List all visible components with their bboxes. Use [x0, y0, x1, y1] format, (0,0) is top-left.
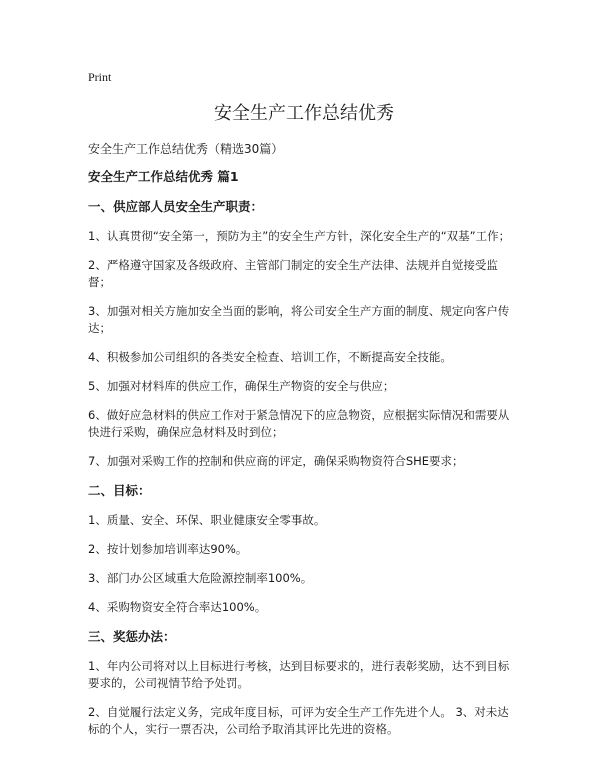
list-item: 4、采购物资安全符合率达100%。: [88, 600, 267, 614]
section-heading: 一、供应部人员安全生产职责：: [88, 199, 264, 214]
list-item: 3、部门办公区域重大危险源控制率100%。: [88, 571, 313, 585]
list-item: 2、严格遵守国家及各级政府、主管部门制定的安全生产法律、法规并自觉接受监督；: [88, 258, 498, 289]
list-item: 4、积极参加公司组织的各类安全检查、培训工作，不断提高安全技能。: [88, 350, 452, 364]
section-heading: 二、目标：: [88, 483, 151, 498]
list-item: 1、认真贯彻“安全第一，预防为主”的安全生产方针，深化安全生产的“双基”工作；: [88, 229, 511, 243]
section-responsibilities: [88, 198, 520, 470]
page-title: 安全生产工作总结优秀: [214, 103, 394, 124]
list-item: 5、加强对材料库的供应工作，确保生产物资的安全与供应；: [88, 379, 395, 393]
print-label: Print: [88, 70, 112, 84]
document-page: [88, 68, 520, 750]
list-item: 1、年内公司将对以上目标进行考核，达到目标要求的，进行表彰奖励，达不到目标要求的，公司视情节给予处罚。: [88, 659, 510, 690]
section-goals: [88, 482, 520, 616]
chapter-heading: 安全生产工作总结优秀 篇1: [88, 169, 239, 184]
list-item: 2、自觉履行法定义务，完成年度目标，可评为安全生产工作先进个人。 3、对未达标的个人，实行一票否决，公司给予取消其评比先进的资格。: [88, 705, 509, 736]
list-item: 6、做好应急材料的供应工作对于紧急情况下的应急物资，应根据实际情况和需要从快进行采购，确保应急材料及时到位；: [88, 408, 510, 439]
list-item: 3、加强对相关方施加安全当面的影响，将公司安全生产方面的制度、规定向客户传达；: [88, 304, 510, 335]
list-item: 7、加强对采购工作的控制和供应商的评定，确保采购物资符合SHE要求；: [88, 454, 464, 468]
subtitle: 安全生产工作总结优秀（精选30篇）: [88, 142, 284, 156]
list-item: 1、质量、安全、环保、职业健康安全零事故。: [88, 513, 326, 527]
section-heading: 三、奖惩办法：: [88, 629, 176, 644]
list-item: 2、按计划参加培训率达90%。: [88, 542, 248, 556]
section-rewards: [88, 628, 520, 738]
